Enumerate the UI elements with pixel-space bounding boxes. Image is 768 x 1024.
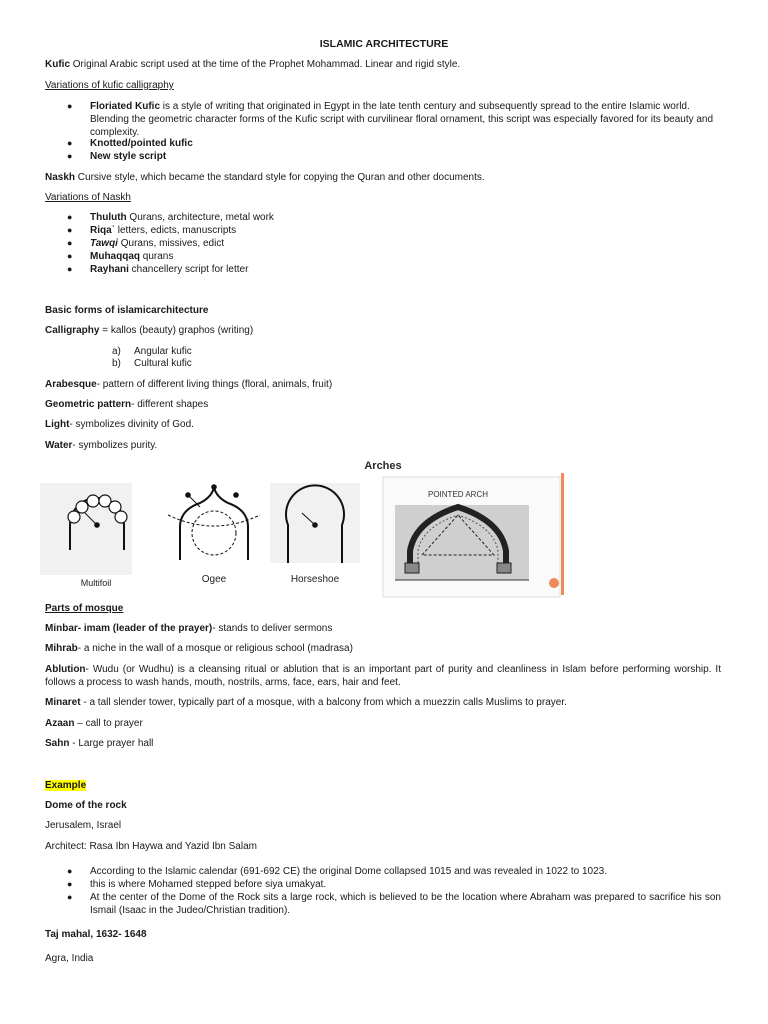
- form-term: Water: [45, 440, 73, 451]
- list-marker: a): [112, 346, 121, 357]
- example-heading: [45, 779, 86, 792]
- naskh-desc: Cursive style, which became the standard style for copying the Quran and other documents.: [75, 172, 485, 183]
- bullet-icon: ●: [67, 101, 73, 111]
- accent-dot-icon: [549, 578, 559, 588]
- dome-location: Jerusalem, Israel: [45, 820, 122, 831]
- list-item: [90, 211, 274, 224]
- naskh-variation-desc: chancellery script for letter: [128, 264, 249, 275]
- kufic-variation-desc: is a style of writing that originated in Egypt in the late tenth century and subsequently spread to the entire Islamic world. Blending the geometric character forms of the Kufic script with curvilinear floral ornament, this script was especially favored for its beauty and complexity.: [90, 101, 714, 138]
- list-item: Cultural kufic: [134, 358, 192, 369]
- list-item: [90, 237, 224, 250]
- minbar-definition: [45, 622, 332, 635]
- naskh-variation-term: Muhaqqaq: [90, 251, 140, 262]
- kufic-variation-term: Floriated Kufic: [90, 101, 161, 112]
- list-item: [90, 224, 236, 237]
- naskh-variations-heading: Variations of Naskh: [45, 192, 131, 203]
- bullet-icon: ●: [67, 238, 73, 248]
- sahn-definition: [45, 737, 153, 750]
- mosque-part-term: Minaret: [45, 697, 81, 708]
- example-heading-text: Example: [45, 780, 87, 791]
- naskh-variation-term: Rayhani: [90, 264, 129, 275]
- naskh-variation-desc: Qurans, missives, edict: [117, 238, 225, 249]
- mosque-part-term: Minbar- imam (leader of the prayer): [45, 623, 213, 634]
- mosque-part-term: Mihrab: [45, 643, 78, 654]
- form-desc: - symbolizes purity.: [72, 440, 158, 451]
- bullet-icon: ●: [67, 138, 73, 148]
- ablution-definition: [45, 663, 721, 689]
- bullet-icon: ●: [67, 151, 73, 161]
- horseshoe-arch-icon: [270, 483, 360, 563]
- mihrab-definition: [45, 642, 353, 655]
- bullet-icon: ●: [67, 892, 73, 902]
- basic-forms-heading: Basic forms of islamicarchitecture: [45, 305, 209, 316]
- mosque-part-term: Sahn: [45, 738, 70, 749]
- arches-illustration: [40, 455, 570, 600]
- calligraphy-term: Calligraphy: [45, 325, 100, 336]
- bullet-icon: ●: [67, 225, 73, 235]
- multifoil-arch-icon: [40, 483, 132, 575]
- bullet-icon: ●: [67, 879, 73, 889]
- form-term: Arabesque: [45, 379, 97, 390]
- kufic-variations-heading: Variations of kufic calligraphy: [45, 80, 174, 91]
- mosque-part-desc: - Wudu (or Wudhu) is a cleansing ritual or ablution that is an important part of purity and cleanliness in Islam before performing worship. It follows a process to wash hands, mouth, nostrils, arms, face, ears, hair and feet.: [45, 664, 721, 688]
- geometric-definition: [45, 398, 208, 411]
- list-item: Knotted/pointed kufic: [90, 138, 193, 149]
- bullet-icon: ●: [67, 264, 73, 274]
- page-title: ISLAMIC ARCHITECTURE: [319, 38, 449, 50]
- list-item: [90, 250, 173, 263]
- kufic-desc: Original Arabic script used at the time of the Prophet Mohammad. Linear and rigid style.: [70, 59, 461, 70]
- mosque-part-desc: - Large prayer hall: [69, 738, 154, 749]
- naskh-variation-term: Riqaʿ: [90, 225, 115, 236]
- list-item: According to the Islamic calendar (691-692 CE) the original Dome collapsed 1015 and was revealed in 1022 to 1023.: [90, 866, 607, 877]
- form-desc: - different shapes: [131, 399, 209, 410]
- kufic-definition: [45, 58, 460, 71]
- mosque-part-desc: - a tall slender tower, typically part of a mosque, with a balcony from which a muezzin calls Muslims to prayer.: [80, 697, 567, 708]
- horseshoe-label: Horseshoe: [290, 574, 340, 585]
- naskh-definition: [45, 171, 485, 184]
- minaret-definition: [45, 696, 567, 709]
- form-term: Light: [45, 419, 70, 430]
- ogee-arch-icon: [168, 485, 260, 560]
- bullet-icon: ●: [67, 866, 73, 876]
- list-item: [90, 100, 730, 139]
- list-item: [90, 263, 248, 276]
- pointed-arch-icon: [383, 477, 560, 597]
- arches-figure: [40, 455, 570, 600]
- light-definition: [45, 418, 194, 431]
- mosque-part-desc: – call to prayer: [74, 718, 143, 729]
- naskh-variation-term: Tawqi: [90, 238, 118, 249]
- form-term: Geometric pattern: [45, 399, 132, 410]
- dome-architect: Architect: Rasa Ibn Haywa and Yazid Ibn Salam: [45, 841, 257, 852]
- taj-title: Taj mahal, 1632- 1648: [45, 929, 147, 940]
- ogee-label: Ogee: [201, 574, 227, 585]
- accent-line: [561, 473, 564, 595]
- list-item: Angular kufic: [134, 346, 192, 357]
- kufic-term: Kufic: [45, 59, 70, 70]
- list-item: this is where Mohamed stepped before siya umakyat.: [90, 879, 327, 890]
- form-desc: - symbolizes divinity of God.: [69, 419, 194, 430]
- mosque-part-desc: - a niche in the wall of a mosque or religious school (madrasa): [77, 643, 353, 654]
- azaan-definition: [45, 717, 143, 730]
- list-marker: b): [112, 358, 121, 369]
- naskh-term: Naskh: [45, 172, 76, 183]
- form-desc: - pattern of different living things (floral, animals, fruit): [96, 379, 333, 390]
- dome-title: Dome of the rock: [45, 800, 127, 811]
- arches-heading: Arches: [364, 460, 402, 472]
- bullet-icon: ●: [67, 251, 73, 261]
- calligraphy-desc: = kallos (beauty) graphos (writing): [99, 325, 254, 336]
- arabesque-definition: [45, 378, 332, 391]
- mosque-part-desc: - stands to deliver sermons: [212, 623, 333, 634]
- water-definition: [45, 439, 157, 452]
- calligraphy-definition: [45, 324, 253, 337]
- naskh-variation-desc: letters, edicts, manuscripts: [115, 225, 237, 236]
- multifoil-label: Multifoil: [80, 578, 112, 588]
- pointed-arch-label: POINTED ARCH: [427, 490, 489, 499]
- list-item: At the center of the Dome of the Rock sits a large rock, which is believed to be the location where Abraham was prepared to sacrifice his son Ismail (Isaac in the Judeo/Christian tradition).: [90, 892, 721, 916]
- taj-location: Agra, India: [45, 953, 94, 964]
- bullet-icon: ●: [67, 212, 73, 222]
- naskh-variation-desc: Qurans, architecture, metal work: [126, 212, 274, 223]
- mosque-part-term: Azaan: [45, 718, 75, 729]
- mosque-heading: Parts of mosque: [45, 603, 124, 614]
- mosque-part-term: Ablution: [45, 664, 86, 675]
- naskh-variation-desc: qurans: [140, 251, 174, 262]
- naskh-variation-term: Thuluth: [90, 212, 127, 223]
- list-item: New style script: [90, 151, 167, 162]
